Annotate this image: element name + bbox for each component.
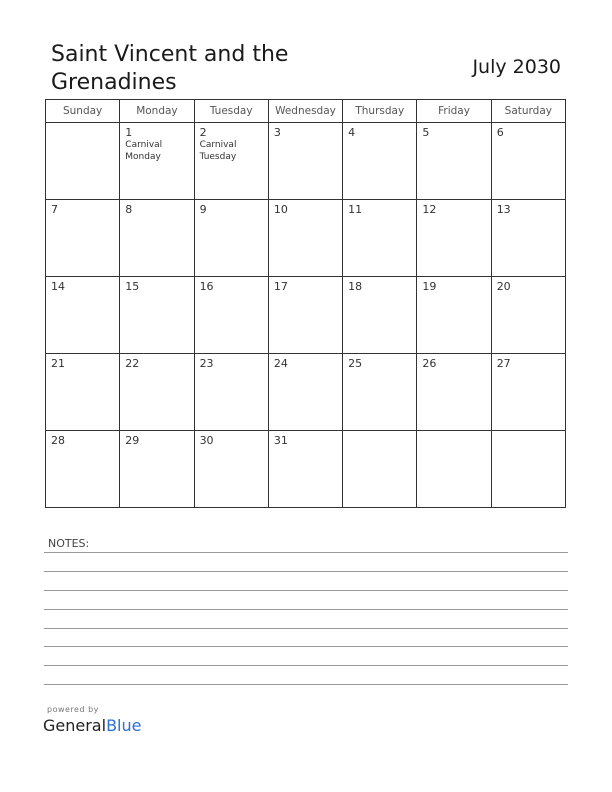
day-cell: [343, 354, 417, 431]
day-number: 30: [199, 434, 214, 447]
day-number: 11: [348, 203, 363, 216]
day-number: 23: [199, 357, 214, 370]
powered-by-text: powered by: [47, 705, 99, 714]
day-cell: [194, 277, 268, 354]
day-cell: [417, 123, 491, 200]
brand-blue: Blue: [106, 716, 142, 735]
day-number: 22: [125, 357, 140, 370]
day-number: 31: [273, 434, 288, 447]
day-cell: [268, 431, 342, 508]
day-number: 13: [496, 203, 511, 216]
day-cell: [343, 431, 417, 508]
day-number: 4: [348, 126, 356, 139]
brand-general: General: [43, 716, 107, 735]
day-cell: [268, 123, 342, 200]
day-cell: [491, 354, 565, 431]
day-cell: [194, 431, 268, 508]
day-cell: [343, 200, 417, 277]
note-line: [44, 609, 568, 610]
calendar-grid: [45, 99, 566, 508]
day-number: 16: [199, 280, 214, 293]
day-cell: [46, 200, 120, 277]
day-number: 7: [51, 203, 58, 216]
day-number: 24: [273, 357, 288, 370]
day-cell: [46, 354, 120, 431]
day-cell: [491, 123, 565, 200]
weekday-saturday: Saturday: [491, 100, 565, 123]
week-row: [46, 277, 566, 354]
day-number: 9: [199, 203, 207, 216]
note-line: [44, 590, 568, 591]
day-cell: [120, 123, 194, 200]
day-number: 5: [422, 126, 430, 139]
weekday-thursday: Thursday: [343, 100, 417, 123]
weekday-tuesday: Tuesday: [194, 100, 268, 123]
week-row: [46, 431, 566, 508]
day-cell: [268, 354, 342, 431]
week-row: [46, 354, 566, 431]
day-cell: [417, 200, 491, 277]
day-cell: [120, 354, 194, 431]
week-row: [46, 200, 566, 277]
day-number: 10: [273, 203, 288, 216]
week-row: [46, 123, 566, 200]
day-number: 12: [422, 203, 437, 216]
day-cell: [46, 123, 120, 200]
day-number: 3: [273, 126, 281, 139]
day-number: 6: [496, 126, 504, 139]
weekday-sunday: Sunday: [46, 100, 120, 123]
note-line: [44, 684, 568, 685]
note-line: [44, 646, 568, 647]
page-title: Saint Vincent and the Grenadines: [51, 42, 289, 95]
day-cell: [491, 431, 565, 508]
day-number: 19: [422, 280, 437, 293]
day-number: 15: [125, 280, 140, 293]
note-line: [44, 665, 568, 666]
day-number: 28: [51, 434, 65, 447]
day-number: 21: [51, 357, 65, 370]
holiday-label: Carnival Tuesday: [199, 140, 237, 162]
day-cell: [120, 431, 194, 508]
day-cell: [491, 200, 565, 277]
day-cell: [268, 200, 342, 277]
day-number: 18: [348, 280, 363, 293]
day-cell: [120, 277, 194, 354]
day-cell: [194, 123, 268, 200]
day-cell: [194, 354, 268, 431]
day-number: 20: [496, 280, 511, 293]
day-number: 2: [199, 126, 207, 139]
day-cell: [268, 277, 342, 354]
weekday-wednesday: Wednesday: [268, 100, 342, 123]
day-cell: [46, 277, 120, 354]
day-cell: [120, 200, 194, 277]
note-line: [44, 628, 568, 629]
day-cell: [343, 277, 417, 354]
day-number: 1: [125, 126, 133, 139]
day-cell: [417, 431, 491, 508]
day-cell: [194, 200, 268, 277]
day-number: 29: [125, 434, 140, 447]
weekday-friday: Friday: [417, 100, 491, 123]
generalblue-logo: [43, 716, 141, 735]
day-cell: [417, 354, 491, 431]
day-cell: [417, 277, 491, 354]
note-line: [44, 552, 568, 553]
day-number: 14: [51, 280, 65, 293]
day-number: 25: [348, 357, 363, 370]
weekday-monday: Monday: [120, 100, 194, 123]
day-number: 27: [496, 357, 511, 370]
day-number: 26: [422, 357, 437, 370]
holiday-label: Carnival Monday: [125, 140, 163, 162]
note-line: [44, 571, 568, 572]
day-number: 8: [125, 203, 133, 216]
day-cell: [46, 431, 120, 508]
day-number: 17: [273, 280, 288, 293]
weekday-header-row: [46, 100, 566, 123]
day-cell: [491, 277, 565, 354]
day-cell: [343, 123, 417, 200]
notes-label: NOTES:: [48, 537, 90, 550]
month-year: July 2030: [472, 56, 561, 78]
